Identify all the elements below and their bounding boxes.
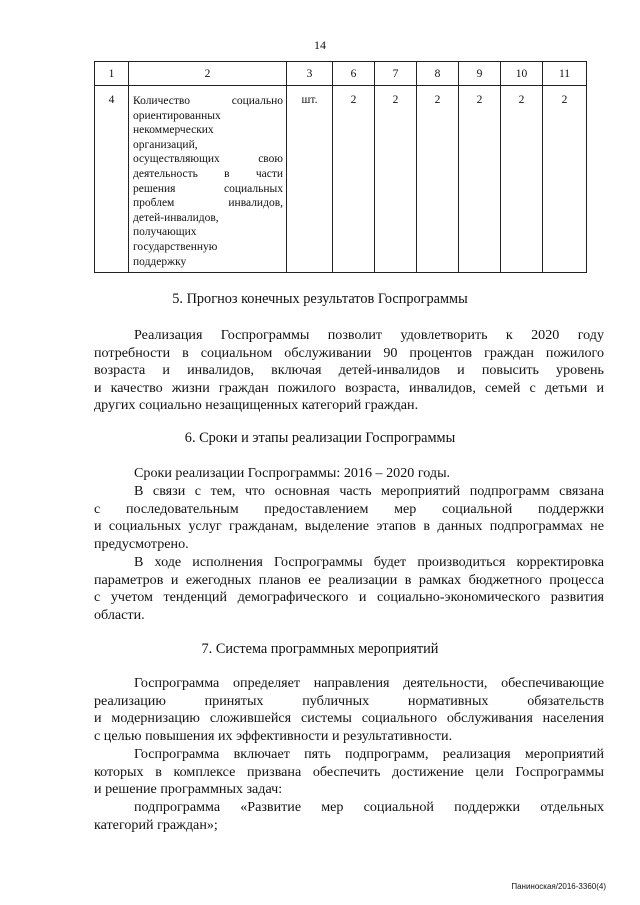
text-line: с целью повышения их эффективности и результативности.	[94, 727, 453, 744]
section-7-paragraph-directions	[94, 675, 604, 745]
indicator-line: организаций,	[133, 138, 198, 151]
section-5-paragraph	[94, 327, 604, 415]
indicator-line: поддержку	[133, 255, 187, 268]
indicator-line: проблем инвалидов,	[133, 197, 283, 210]
text-line: подпрограмма «Развитие мер социальной поддержки отдельных	[134, 799, 604, 815]
table-header-cell: 11	[543, 62, 587, 86]
page-number: 14	[314, 38, 326, 52]
text-line: Госпрограмма определяет направления деятельности, обеспечивающие	[134, 675, 604, 691]
indicator-line: Количество социально	[133, 95, 283, 107]
text-line: параметров и ежегодных планов ее реализации в рамках бюджетного процесса	[94, 571, 604, 588]
text-line: Сроки реализации Госпрограммы: 2016 – 2020 годы.	[134, 465, 451, 481]
indicators-table	[94, 61, 587, 273]
text-line: категорий граждан»;	[94, 816, 218, 833]
indicator-name-cell	[129, 86, 287, 273]
unit-cell: шт.	[287, 86, 333, 273]
value-cell: 2	[501, 86, 543, 273]
table-header-cell: 6	[333, 62, 375, 86]
text-line: реализацию принятых публичных нормативных обязательств	[94, 692, 604, 709]
indicator-line: ориентированных	[133, 109, 221, 122]
value-cell: 2	[417, 86, 459, 273]
table-header-cell: 10	[501, 62, 543, 86]
value-cell: 2	[459, 86, 501, 273]
table-header-cell: 2	[129, 62, 287, 86]
text-line: и качество жизни граждан пожилого возраста, инвалидов, семей с детьми и	[94, 379, 604, 396]
document-code: Паниноская/2016-3360(4)	[511, 882, 606, 891]
indicator-line: осуществляющих свою	[133, 153, 283, 166]
section-7-paragraph-subprogram-1	[94, 799, 604, 834]
table-header-cell: 1	[95, 62, 129, 86]
text-line: с последовательным предоставлением мер социальной поддержки	[94, 500, 604, 517]
text-line: и решение программных задач:	[94, 781, 283, 798]
section-6-paragraph-adjustment	[94, 554, 604, 624]
text-line: предусмотрено.	[94, 535, 189, 552]
indicator-line: государственную	[133, 240, 218, 253]
value-cell: 2	[333, 86, 375, 273]
section-7-paragraph-subprograms	[94, 746, 604, 799]
text-line: потребности в социальном обслуживании 90 процентов граждан пожилого	[94, 344, 604, 361]
text-line: и социальных услуг гражданам, выделение этапов в данных подпрограммах не	[94, 518, 604, 535]
indicator-line: решения социальных	[133, 182, 283, 195]
section-7-title: 7. Система программных мероприятий	[201, 641, 439, 657]
table-header-cell: 7	[375, 62, 417, 86]
text-line: возраста и инвалидов, включая детей-инвалидов и повысить уровень	[94, 362, 604, 379]
section-6-title: 6. Сроки и этапы реализации Госпрограммы	[184, 430, 456, 446]
text-line: В ходе исполнения Госпрограммы будет производиться корректировка	[134, 554, 604, 570]
text-line: В связи с тем, что основная часть мероприятий подпрограмм связана	[134, 483, 604, 499]
text-line: Реализация Госпрограммы позволит удовлетворить к 2020 году	[134, 327, 604, 343]
indicator-line: получающих	[133, 226, 197, 239]
text-line: других социально незащищенных категорий граждан.	[94, 397, 419, 414]
table-row	[95, 86, 587, 273]
section-5-title: 5. Прогноз конечных результатов Госпрограммы	[172, 291, 468, 307]
table-header-cell: 9	[459, 62, 501, 86]
text-line: с учетом тенденций демографического и социально-экономического развития	[94, 589, 604, 606]
indicator-line: деятельность в части	[133, 167, 283, 180]
table-header-cell: 3	[287, 62, 333, 86]
table-header-row	[95, 62, 587, 86]
row-number-cell: 4	[95, 86, 129, 273]
value-cell: 2	[543, 86, 587, 273]
section-6-paragraph-stages	[94, 483, 604, 553]
section-6-paragraph-terms	[94, 465, 604, 483]
text-line: которых в комплексе призвана обеспечить достижение цели Госпрограммы	[94, 763, 604, 780]
text-line: и модернизацию сложившейся системы социального обслуживания населения	[94, 710, 604, 727]
value-cell: 2	[375, 86, 417, 273]
table-header-cell: 8	[417, 62, 459, 86]
indicator-line: детей-инвалидов,	[133, 211, 219, 224]
text-line: области.	[94, 606, 145, 623]
indicator-line: некоммерческих	[133, 124, 214, 137]
text-line: Госпрограмма включает пять подпрограмм, реализация мероприятий	[134, 746, 604, 762]
